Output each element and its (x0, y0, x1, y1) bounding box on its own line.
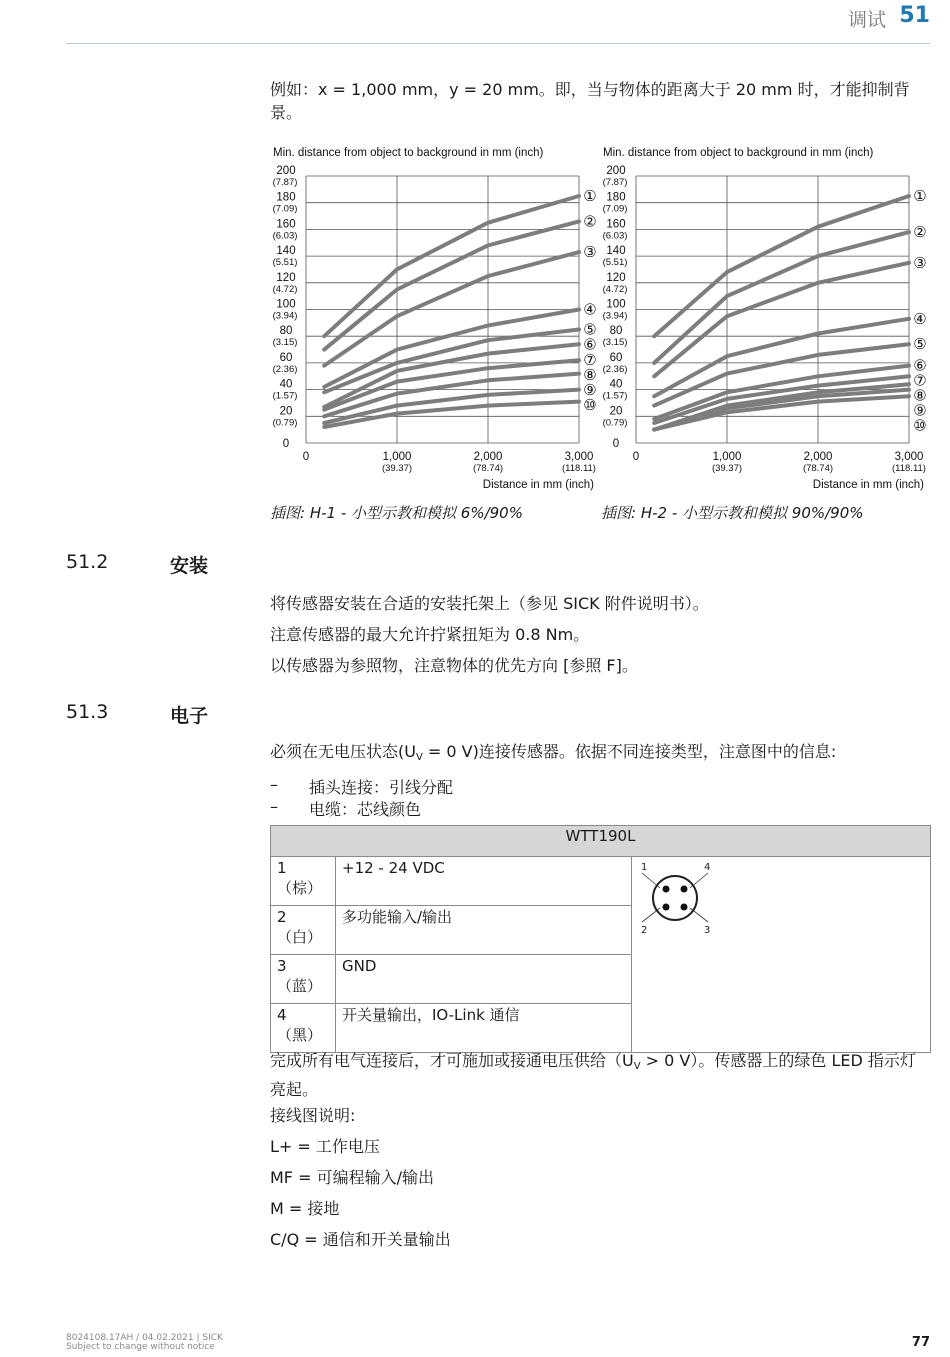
y-tick-label: 60 (609, 351, 623, 364)
footer-meta (66, 1334, 223, 1352)
pin-color: （蓝） (277, 977, 323, 995)
y-tick-label: 20 (279, 405, 293, 418)
chart-h1-caption: 插图: H-1 - 小型示教和模拟 6%/90% (270, 504, 523, 522)
footer-line: 8024108.17AH / 04.02.2021 | SICK (66, 1333, 223, 1343)
y-tick-inch-label: (4.72) (272, 283, 298, 295)
x-tick-label: 1,000 (382, 451, 412, 463)
bullet-dash: – (270, 775, 278, 794)
y-tick-inch-label: (7.09) (272, 203, 298, 215)
intro-paragraph: 例如：x = 1,000 mm，y = 20 mm。即，当与物体的距离大于 20 mm 时，才能抑制背景。 (270, 80, 910, 122)
y-tick-inch-label: (6.03) (602, 230, 628, 242)
series-number-label: ④ (583, 301, 596, 319)
chapter-number: 51 (899, 3, 930, 28)
table-header: WTT190L (271, 826, 931, 857)
chapter-title: 调试 (847, 9, 886, 31)
series-number-label: ① (913, 188, 926, 206)
series-number-label: ⑨ (913, 402, 926, 420)
series-line (654, 196, 909, 336)
series-number-label: ⑩ (583, 397, 596, 415)
legend-item: L+ = 工作电压 (270, 1137, 380, 1156)
y-tick-inch-label: (3.94) (272, 310, 298, 322)
x-tick-label: 3,000 (894, 451, 924, 463)
y-tick-label: 200 (606, 165, 626, 177)
text: 完成所有电气连接后，才可施加或接通电压供给（U (270, 1051, 634, 1070)
line-chart (266, 140, 596, 500)
y-tick-inch-label: (3.15) (272, 337, 298, 349)
chart-h2 (596, 140, 926, 504)
y-tick-inch-label: (7.09) (602, 203, 628, 215)
subscript: V (415, 752, 423, 763)
series-number-label: ② (583, 213, 596, 231)
series-number-label: ⑦ (913, 372, 926, 390)
series-number-label: ⑦ (583, 352, 596, 370)
x-tick-label: 0 (632, 451, 640, 463)
bullet-dash: – (270, 797, 278, 816)
connector-pin-label: 1 (641, 862, 648, 873)
x-tick-inch-label: (39.37) (711, 463, 743, 474)
y-tick-label: 40 (279, 378, 293, 391)
line-chart (596, 140, 926, 500)
pin-cell (271, 1004, 336, 1053)
y-tick-label: 100 (276, 298, 296, 311)
paragraph: 将传感器安装在合适的安装托架上（参见 SICK 附件说明书）。 (270, 594, 709, 613)
x-tick-label: 0 (302, 451, 310, 463)
y-tick-label: 120 (276, 271, 296, 284)
page-number: 77 (911, 1335, 930, 1350)
table-row (271, 857, 931, 906)
series-number-label: ⑩ (913, 417, 926, 435)
pin-description: 多功能输入/输出 (336, 906, 632, 955)
subscript: V (633, 1061, 641, 1072)
paragraph: 以传感器为参照物，注意物体的优先方向 [参照 F]。 (270, 656, 638, 675)
section-number: 51.2 (66, 551, 109, 573)
legend-item: C/Q = 通信和开关量输出 (270, 1230, 451, 1249)
pin-cell (271, 906, 336, 955)
pin-color: （棕） (277, 879, 323, 897)
connector-pin-label: 3 (704, 925, 711, 936)
y-axis-label: Min. distance from object to background in mm (inch) (273, 147, 544, 159)
pin-description: +12 - 24 VDC (336, 857, 632, 906)
footer-line: Subject to change without notice (66, 1342, 215, 1352)
series-number-label: ⑥ (913, 357, 926, 375)
y-tick-inch-label: (7.87) (272, 177, 298, 188)
series-number-label: ⑤ (913, 336, 926, 354)
y-tick-inch-label: (0.79) (602, 417, 628, 429)
y-tick-label: 40 (609, 378, 623, 391)
series-line (654, 263, 909, 377)
section-title: 电子 (170, 705, 209, 727)
y-tick-inch-label: (3.15) (602, 337, 628, 349)
series-number-label: ③ (913, 254, 926, 272)
x-tick-inch-label: (118.11) (892, 463, 926, 474)
y-tick-inch-label: (2.36) (272, 363, 298, 375)
y-tick-inch-label: (5.51) (602, 257, 628, 269)
series-number-label: ⑨ (583, 382, 596, 400)
x-tick-inch-label: (39.37) (381, 463, 413, 474)
y-tick-inch-label: (6.03) (272, 230, 298, 242)
connector-pin-label: 2 (641, 925, 648, 936)
legend-item: M = 接地 (270, 1199, 340, 1218)
series-number-label: ⑥ (583, 336, 596, 354)
pin-description: GND (336, 955, 632, 1004)
m8-connector-icon (638, 858, 728, 948)
bullet-item: 插头连接：引线分配 (309, 778, 454, 797)
pin-number: 1 (277, 859, 287, 877)
x-tick-label: 2,000 (473, 451, 503, 463)
text: = 0 V)连接传感器。依据不同连接类型，注意图中的信息: (422, 742, 837, 761)
paragraph: 注意传感器的最大允许拧紧扭矩为 0.8 Nm。 (270, 625, 590, 644)
pin-number: 4 (277, 1006, 287, 1024)
x-tick-label: 2,000 (803, 451, 833, 463)
y-tick-label: 60 (279, 351, 293, 364)
y-tick-label: 180 (606, 191, 626, 204)
voltage-paragraph (270, 1049, 930, 1101)
pin-cell (271, 955, 336, 1004)
series-number-label: ③ (583, 244, 596, 262)
connector-diagram-cell (632, 857, 931, 1053)
x-tick-inch-label: (118.11) (562, 463, 596, 474)
series-number-label: ② (913, 224, 926, 242)
x-axis-label: Distance in mm (inch) (812, 479, 924, 491)
y-tick-label: 200 (276, 165, 296, 177)
header-rule (66, 43, 930, 44)
y-tick-inch-label: (1.57) (602, 390, 628, 402)
text: > 0 V）。传感器上的绿色 LED 指示灯亮起。 (270, 1051, 916, 1099)
pin-color: （白） (277, 928, 323, 946)
x-tick-inch-label: (78.74) (802, 463, 834, 474)
y-tick-label: 120 (606, 271, 626, 284)
y-tick-label: 160 (606, 218, 626, 231)
pin-cell (271, 857, 336, 906)
bullet-item: 电缆：芯线颜色 (309, 800, 422, 819)
y-tick-label: 80 (279, 325, 293, 338)
y-tick-label: 20 (609, 405, 623, 418)
x-tick-inch-label: (78.74) (472, 463, 504, 474)
y-tick-label: 180 (276, 191, 296, 204)
y-tick-label: 100 (606, 298, 626, 311)
section-number: 51.3 (66, 701, 109, 723)
connector-pin-label: 4 (704, 862, 711, 873)
y-tick-inch-label: (5.51) (272, 257, 298, 269)
legend-title: 接线图说明: (270, 1106, 356, 1125)
y-tick-inch-label: (2.36) (602, 363, 628, 375)
pin-number: 3 (277, 957, 287, 975)
electrical-lead-paragraph (270, 740, 930, 769)
legend-item: MF = 可编程输入/输出 (270, 1168, 434, 1187)
text: 必须在无电压状态(U (270, 742, 416, 761)
y-tick-inch-label: (7.87) (602, 177, 628, 188)
series-number-label: ⑧ (583, 367, 596, 385)
y-tick-label: 140 (606, 245, 626, 258)
y-tick-inch-label: (1.57) (272, 390, 298, 402)
pin-number: 2 (277, 908, 287, 926)
y-tick-label: 0 (282, 438, 290, 450)
x-axis-label: Distance in mm (inch) (482, 479, 594, 491)
pin-assignment-table (270, 825, 931, 1053)
y-tick-label: 80 (609, 325, 623, 338)
x-tick-label: 1,000 (712, 451, 742, 463)
y-tick-inch-label: (3.94) (602, 310, 628, 322)
pin-description: 开关量输出，IO-Link 通信 (336, 1004, 632, 1053)
chart-h1 (266, 140, 596, 504)
y-tick-label: 160 (276, 218, 296, 231)
y-tick-inch-label: (4.72) (602, 283, 628, 295)
y-tick-inch-label: (0.79) (272, 417, 298, 429)
section-title: 安装 (170, 555, 209, 577)
series-number-label: ⑤ (583, 321, 596, 339)
y-tick-label: 140 (276, 245, 296, 258)
chart-h2-caption: 插图: H-2 - 小型示教和模拟 90%/90% (601, 504, 864, 522)
x-tick-label: 3,000 (564, 451, 594, 463)
series-number-label: ① (583, 188, 596, 206)
y-tick-label: 0 (612, 438, 620, 450)
series-number-label: ⑧ (913, 387, 926, 405)
series-number-label: ④ (913, 310, 926, 328)
y-axis-label: Min. distance from object to background in mm (inch) (603, 147, 874, 159)
pin-color: （黑） (277, 1026, 323, 1044)
